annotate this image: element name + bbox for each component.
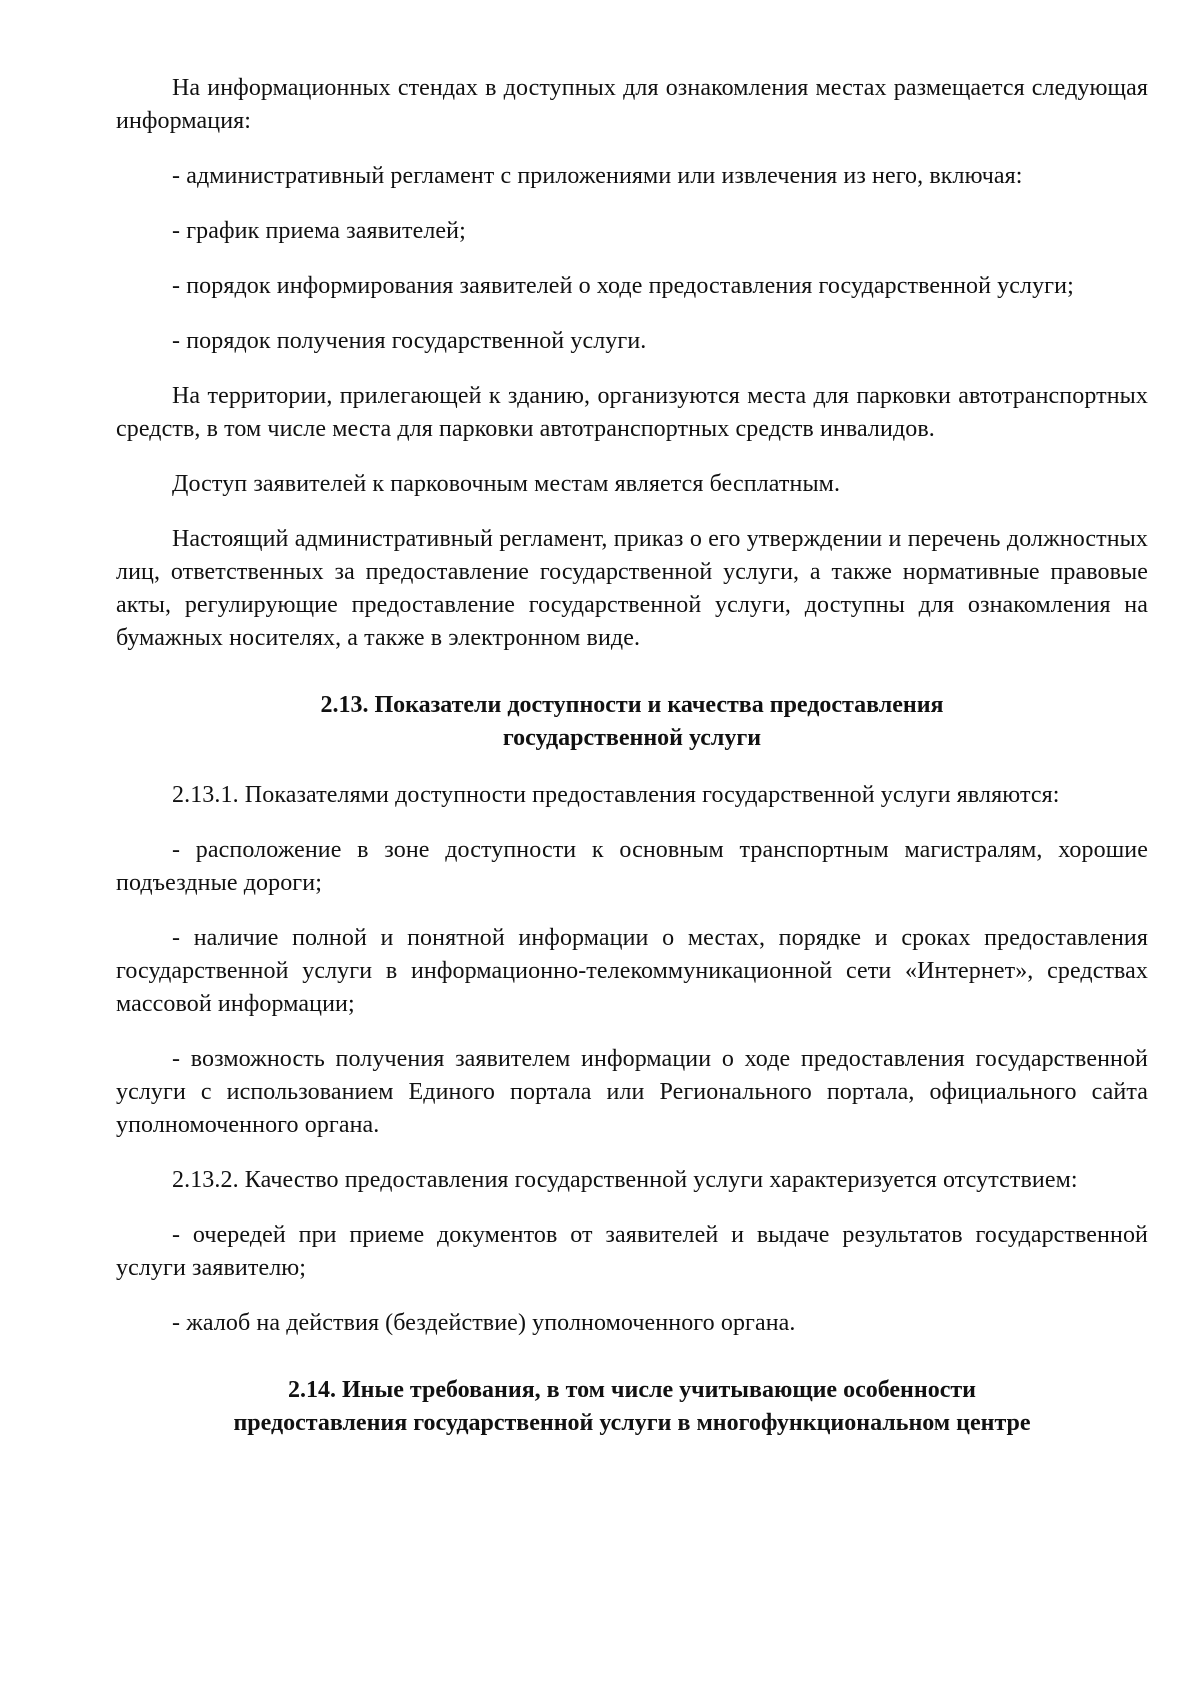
paragraph-reception-schedule: - график приема заявителей;	[172, 218, 466, 244]
paragraph-information-availability: - наличие полной и понятной информации о местах, порядке и сроках предоставления государственной услуги в информационно-телекоммуникационной сети «Интернет», средствах массовой информации;	[116, 925, 1148, 1017]
paragraph-regulation-excerpts: - административный регламент с приложениями или извлечения из него, включая:	[172, 163, 1023, 189]
section-heading-2-14-line1: 2.14. Иные требования, в том числе учитывающие особенности	[288, 1377, 976, 1403]
paragraph-no-complaints: - жалоб на действия (бездействие) уполномоченного органа.	[172, 1310, 796, 1336]
paragraph-regulation-availability: Настоящий административный регламент, приказ о его утверждении и перечень должностных лиц, ответственных за предоставление государственной услуги, а также нормативные правовые акты, регулирующие предоставление государственной услуги, доступны для ознакомления на бумажных носителях, а также в электронном виде.	[116, 526, 1148, 651]
paragraph-free-parking: Доступ заявителей к парковочным местам является бесплатным.	[172, 471, 841, 497]
paragraph-no-queues: - очередей при приеме документов от заявителей и выдаче результатов государственной услуги заявителю;	[116, 1222, 1148, 1281]
section-heading-2-14	[116, 1374, 1148, 1440]
paragraph-obtaining-procedure: - порядок получения государственной услуги.	[172, 328, 647, 354]
paragraph-transport-access: - расположение в зоне доступности к основным транспортным магистралям, хорошие подъездные дороги;	[116, 837, 1148, 896]
section-heading-2-13	[116, 689, 1148, 755]
paragraph-2-13-1: 2.13.1. Показателями доступности предоставления государственной услуги являются:	[172, 782, 1060, 808]
paragraph-informing-procedure: - порядок информирования заявителей о ходе предоставления государственной услуги;	[172, 273, 1074, 299]
section-heading-2-14-line2: предоставления государственной услуги в многофункциональном центре	[233, 1410, 1031, 1436]
paragraph-2-13-2: 2.13.2. Качество предоставления государственной услуги характеризуется отсутствием:	[172, 1167, 1078, 1193]
paragraph-parking-places: На территории, прилегающей к зданию, организуются места для парковки автотранспортных средств, в том числе места для парковки автотранспортных средств инвалидов.	[116, 383, 1148, 442]
paragraph-portal-information: - возможность получения заявителем информации о ходе предоставления государственной услуги с использованием Единого портала или Регионального портала, официального сайта уполномоченного органа.	[116, 1046, 1148, 1138]
paragraph-stands-info: На информационных стендах в доступных для ознакомления местах размещается следующая информация:	[116, 75, 1148, 134]
document-page	[116, 72, 1148, 1464]
section-heading-2-13-line2: государственной услуги	[502, 725, 762, 751]
section-heading-2-13-line1: 2.13. Показатели доступности и качества предоставления	[320, 692, 944, 718]
